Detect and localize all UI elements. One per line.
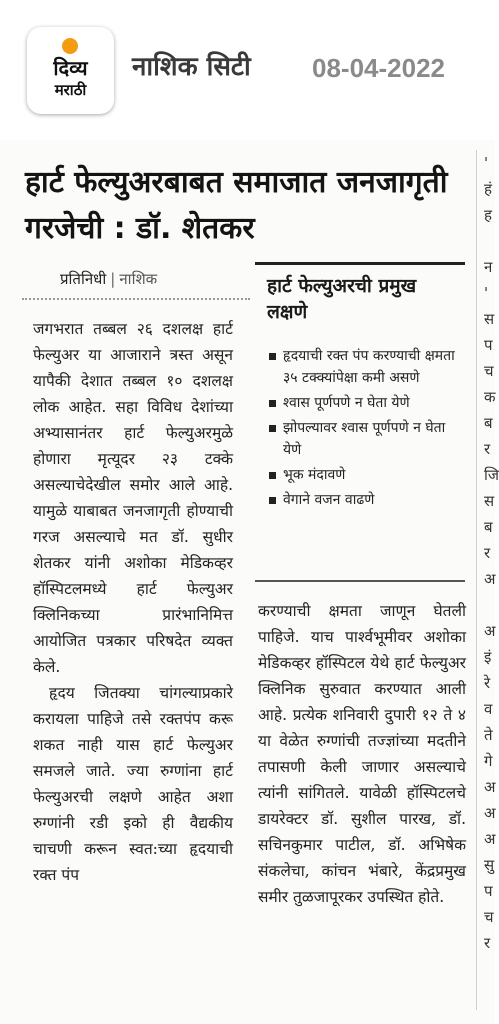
masthead	[0, 0, 495, 125]
symptoms-box	[255, 262, 465, 583]
article-column-1	[33, 316, 233, 888]
logo-line1: दिव्य	[53, 56, 88, 80]
box-bottom-rule	[255, 580, 465, 582]
sun-dot-icon	[62, 38, 78, 54]
byline-separator: |	[110, 270, 116, 288]
symptom-item: वेगाने वजन वाढणे	[269, 489, 465, 511]
edition-city: नाशिक सिटी	[132, 52, 251, 82]
symptom-item: झोपल्यावर श्वास पूर्णपणे न घेता येणे	[269, 417, 465, 461]
article-byline	[60, 268, 157, 290]
divya-marathi-logo[interactable]	[27, 27, 114, 114]
symptoms-box-title: हार्ट फेल्युअरची प्रमुख लक्षणे	[267, 275, 417, 323]
article-headline: हार्ट फेल्युअरबाबत समाजात जनजागृती गरजेची : डॉ. शेतकर	[25, 165, 448, 246]
adjacent-article-edge: ' हं ह न ' स प च क ब र जि स ब र अ अ इं रे व ते गे अ अ अ सु प च र	[484, 154, 499, 952]
article-column-2	[258, 598, 466, 910]
column-gutter-rule	[476, 150, 477, 1010]
symptom-item: हृदयाची रक्त पंप करण्याची क्षमता ३५ टक्क्यांपेक्षा कमी असणे	[269, 345, 465, 389]
symptom-item: श्वास पूर्णपणे न घेता येणे	[269, 392, 465, 414]
byline-place: नाशिक	[119, 270, 158, 288]
column2-paragraph1: करण्याची क्षमता जाणून घेतली पाहिजे. याच पार्श्वभूमीवर अशोका मेडिकव्हर हॉस्पिटल येथे हार्ट फेल्युअर क्लिनिक सुरुवात करण्यात आली आहे. प्रत्येक शनिवारी दुपारी १२ ते ४ या वेळेत रुग्णांची तज्ज्ञांच्या मदतीने तपासणी केली जाणार असल्याचे त्यांनी सांगितले. यावेळी हॉस्पिटलचे डायरेक्टर डॉ. सुशील पारख, डॉ. सचिनकुमार पाटील, डॉ. अभिषेक संकलेचा, कांचन भंबारे, केंद्रप्रमुख समीर तुळजापूरकर उपस्थित होते.	[258, 602, 466, 906]
column1-paragraph1: जगभरात तब्बल २६ दशलक्ष हार्ट फेल्युअर या आजाराने त्रस्त असून यापैकी देशात तब्बल १० दशलक्ष लोक आहेत. सहा विविध देशांच्या अभ्यासानंतर हार्ट फेल्युअरमुळे होणारा मृत्यूदर २३ टक्के असल्याचेदेखील समोर आले आहे. यामुळे याबाबत जनजागृती होण्याची गरज असल्याचे मत डॉ. सुधीर शेतकर यांनी अशोका मेडिकव्हर हॉस्पिटलमध्ये हार्ट फेल्युअर क्लिनिकच्या प्रारंभानिमित्त आयोजित पत्रकार परिषदेत व्यक्त केले.	[33, 320, 233, 676]
byline-divider	[22, 298, 250, 300]
logo-line2: मराठी	[54, 81, 87, 99]
symptoms-list	[269, 345, 465, 514]
column1-paragraph2: हृदय जितक्या चांगल्याप्रकारे करायला पाहिजे तसे रक्तपंप करू शकत नाही यास हार्ट फेल्युअर समजले जाते. ज्या रुग्णांना हार्ट फेल्युअरची लक्षणे आहेत अशा रुग्णांनी रडी इको ही वैद्यकीय चाचणी करून स्वत:च्या हृदयाची रक्त पंप	[33, 684, 233, 884]
symptom-item: भूक मंदावणे	[269, 464, 465, 486]
byline-author: प्रतिनिधी	[60, 270, 107, 288]
edition-date: 08-04-2022	[312, 53, 445, 83]
